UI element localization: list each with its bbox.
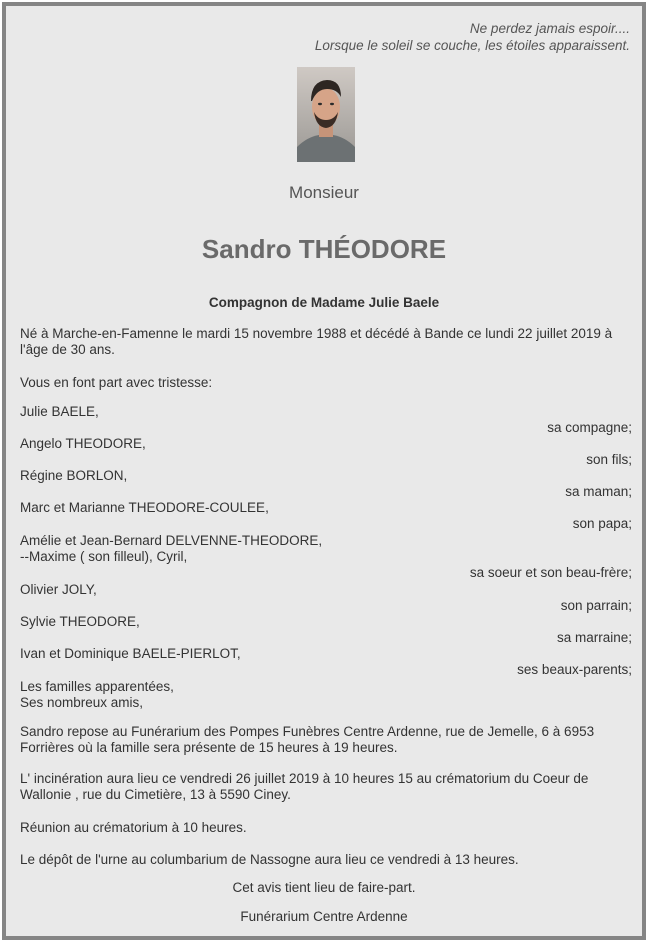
family-member-name: Angelo THEODORE, <box>20 436 146 451</box>
family-member-relation: ses beaux-parents; <box>517 662 632 677</box>
family-member-relation: son fils; <box>586 452 632 467</box>
rest-line-2: Forrières où la famille sera présente de 15 heures à 19 heures. <box>20 740 398 755</box>
family-entry <box>20 533 632 581</box>
family-member-name: Olivier JOLY, <box>20 582 97 597</box>
portrait-image <box>297 67 355 162</box>
meeting-line: Réunion au crématorium à 10 heures. <box>20 820 247 835</box>
family-member-extra: --Maxime ( son filleul), Cyril, <box>20 549 188 564</box>
cremation-paragraph <box>20 771 632 803</box>
signature-line: Funérarium Centre Ardenne <box>240 909 408 924</box>
birth-death-line-1: Né à Marche-en-Famenne le mardi 15 novembre 1988 et décédé à Bande ce lundi 22 juillet 2019 à <box>20 326 613 341</box>
notice-line: Cet avis tient lieu de faire-part. <box>232 880 416 895</box>
birth-death-line-2: l'âge de 30 ans. <box>20 342 115 357</box>
family-entry <box>20 582 632 614</box>
family-member-name: Sylvie THEODORE, <box>20 614 140 629</box>
epigraph-line-1: Ne perdez jamais espoir.... <box>469 21 630 36</box>
family-member-relation: son papa; <box>572 516 632 531</box>
obituary-card <box>2 2 646 940</box>
portrait-photo <box>297 67 355 162</box>
rest-paragraph <box>20 724 632 756</box>
birth-death-paragraph <box>20 326 632 358</box>
family-member-relation: sa compagne; <box>547 420 632 435</box>
others-paragraph <box>20 679 632 711</box>
family-member-name: Amélie et Jean-Bernard DELVENNE-THEODORE, <box>20 533 323 548</box>
family-member-name: Ivan et Dominique BAELE-PIERLOT, <box>20 646 241 661</box>
others-line-1: Les familles apparentées, <box>20 679 174 694</box>
family-entry <box>20 468 632 500</box>
urn-line: Le dépôt de l'urne au columbarium de Nassogne aura lieu ce vendredi à 13 heures. <box>20 852 519 867</box>
companion-line: Compagnon de Madame Julie Baele <box>208 295 440 310</box>
family-entry <box>20 614 632 646</box>
family-entry <box>20 500 632 532</box>
announce-line: Vous en font part avec tristesse: <box>20 375 213 390</box>
family-member-relation: sa maman; <box>565 484 632 499</box>
family-member-relation: son parrain; <box>560 598 632 613</box>
family-member-relation: sa marraine; <box>556 630 632 645</box>
family-member-name: Julie BAELE, <box>20 404 99 419</box>
epigraph-line-2: Lorsque le soleil se couche, les étoiles apparaissent. <box>314 38 630 53</box>
family-entry <box>20 646 632 678</box>
cremation-line-2: Wallonie , rue du Cimetière, 13 à 5590 Ciney. <box>20 787 291 802</box>
deceased-name: Sandro THÉODORE <box>201 234 447 264</box>
cremation-line-1: L' incinération aura lieu ce vendredi 26 juillet 2019 à 10 heures 15 au crématorium du Coeur de <box>20 771 589 786</box>
family-member-relation: sa soeur et son beau-frère; <box>469 565 632 580</box>
family-entry <box>20 404 632 436</box>
epigraph <box>315 20 630 54</box>
family-member-name: Régine BORLON, <box>20 468 128 483</box>
others-line-2: Ses nombreux amis, <box>20 695 144 710</box>
rest-line-1: Sandro repose au Funérarium des Pompes Funèbres Centre Ardenne, rue de Jemelle, 6 à 6953 <box>20 724 595 739</box>
family-member-name: Marc et Marianne THEODORE-COULEE, <box>20 500 269 515</box>
honorific: Monsieur <box>289 183 359 202</box>
family-entry <box>20 436 632 468</box>
